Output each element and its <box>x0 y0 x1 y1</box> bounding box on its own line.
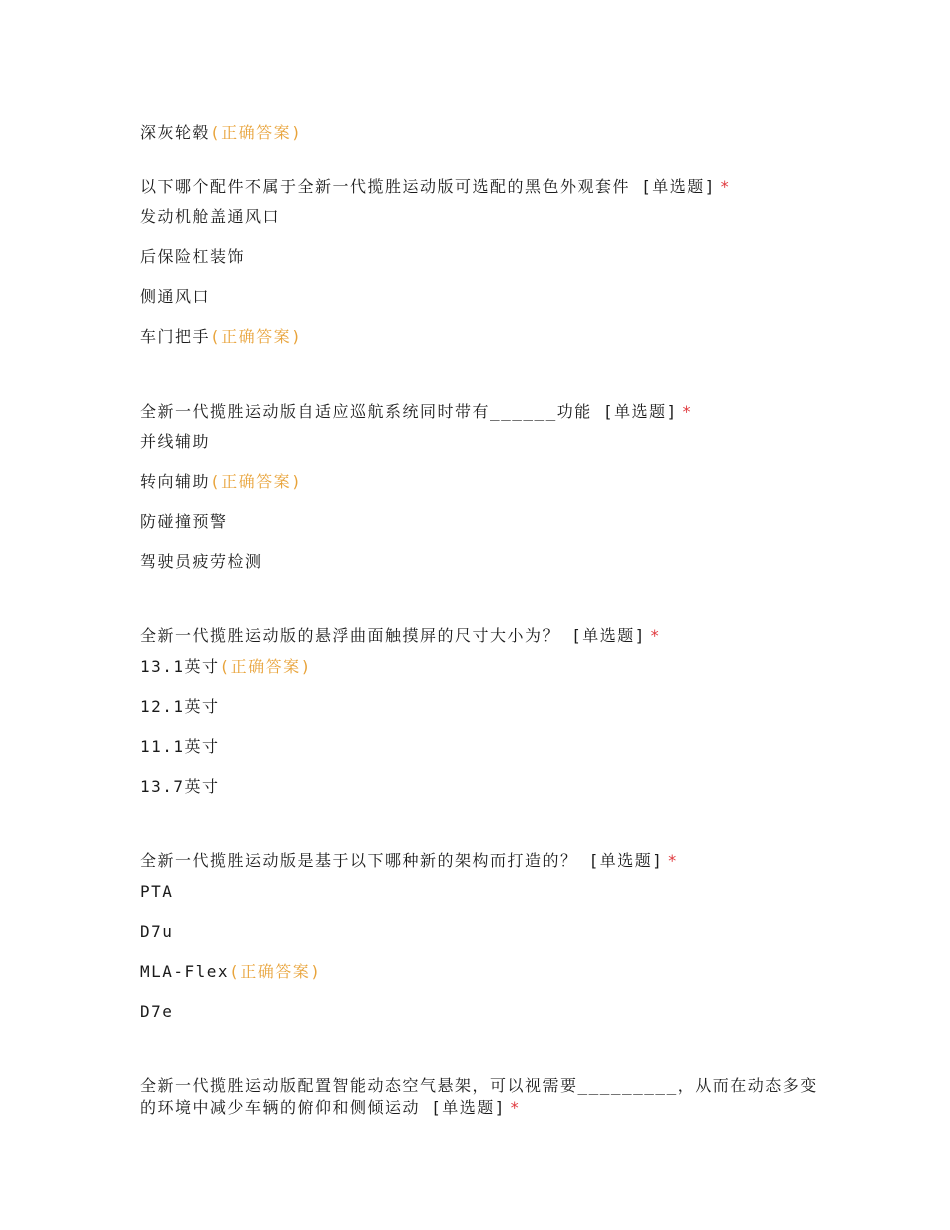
option-1-0 <box>140 206 280 228</box>
option-text: D7u <box>140 922 174 941</box>
question-text: 全新一代揽胜运动版是基于以下哪种新的架构而打造的？ [单选题] <box>140 851 664 870</box>
option-text: 后保险杠装饰 <box>140 247 246 266</box>
correct-answer-marker: (正确答案) <box>210 123 303 142</box>
option-0-0 <box>140 122 302 144</box>
option-2-1 <box>140 471 302 493</box>
option-text: 13.1英寸 <box>140 657 220 676</box>
option-text: 驾驶员疲劳检测 <box>140 552 263 571</box>
required-star: * <box>649 626 662 645</box>
option-2-3 <box>140 551 263 573</box>
option-text: 侧通风口 <box>140 287 211 306</box>
question-1 <box>140 176 731 198</box>
correct-answer-marker: (正确答案) <box>210 472 303 491</box>
question-2 <box>140 401 693 423</box>
question-text: 全新一代揽胜运动版自适应巡航系统同时带有______功能 [单选题] <box>140 402 678 421</box>
option-2-2 <box>140 511 228 533</box>
question-text: 以下哪个配件不属于全新一代揽胜运动版可选配的黑色外观套件 [单选题] <box>140 177 716 196</box>
option-text: 11.1英寸 <box>140 737 220 756</box>
question-text: 全新一代揽胜运动版配置智能动态空气悬架，可以视需要_________，从而在动态多变的环境中减少车辆的俯仰和侧倾运动 [单选题] <box>140 1076 818 1117</box>
option-text: 深灰轮毂 <box>140 123 211 142</box>
required-star: * <box>667 851 679 870</box>
option-text: D7e <box>140 1002 174 1021</box>
option-text: 发动机舱盖通风口 <box>140 207 281 226</box>
option-text: 防碰撞预警 <box>140 512 228 531</box>
option-1-3 <box>140 326 302 348</box>
option-text: 转向辅助 <box>140 472 211 491</box>
question-3 <box>140 625 661 647</box>
required-star: * <box>509 1098 522 1117</box>
option-1-2 <box>140 286 210 308</box>
option-text: 13.7英寸 <box>140 777 220 796</box>
required-star: * <box>681 402 693 421</box>
option-4-2 <box>140 961 321 983</box>
question-5 <box>140 1075 820 1119</box>
option-3-2 <box>140 736 220 758</box>
option-3-1 <box>140 696 220 718</box>
option-1-1 <box>140 246 245 268</box>
option-4-1 <box>140 921 173 943</box>
option-text: 12.1英寸 <box>140 697 220 716</box>
option-3-0 <box>140 656 312 678</box>
question-4 <box>140 850 679 872</box>
option-4-3 <box>140 1001 173 1023</box>
option-4-0 <box>140 881 173 903</box>
correct-answer-marker: (正确答案) <box>219 657 312 676</box>
option-2-0 <box>140 431 210 453</box>
option-text: MLA-Flex <box>140 962 230 981</box>
option-text: 车门把手 <box>140 327 211 346</box>
correct-answer-marker: (正确答案) <box>210 327 303 346</box>
option-3-3 <box>140 776 220 798</box>
required-star: * <box>719 177 732 196</box>
option-text: 并线辅助 <box>140 432 211 451</box>
question-text: 全新一代揽胜运动版的悬浮曲面触摸屏的尺寸大小为？ [单选题] <box>140 626 646 645</box>
option-text: PTA <box>140 882 174 901</box>
correct-answer-marker: (正确答案) <box>229 962 322 981</box>
